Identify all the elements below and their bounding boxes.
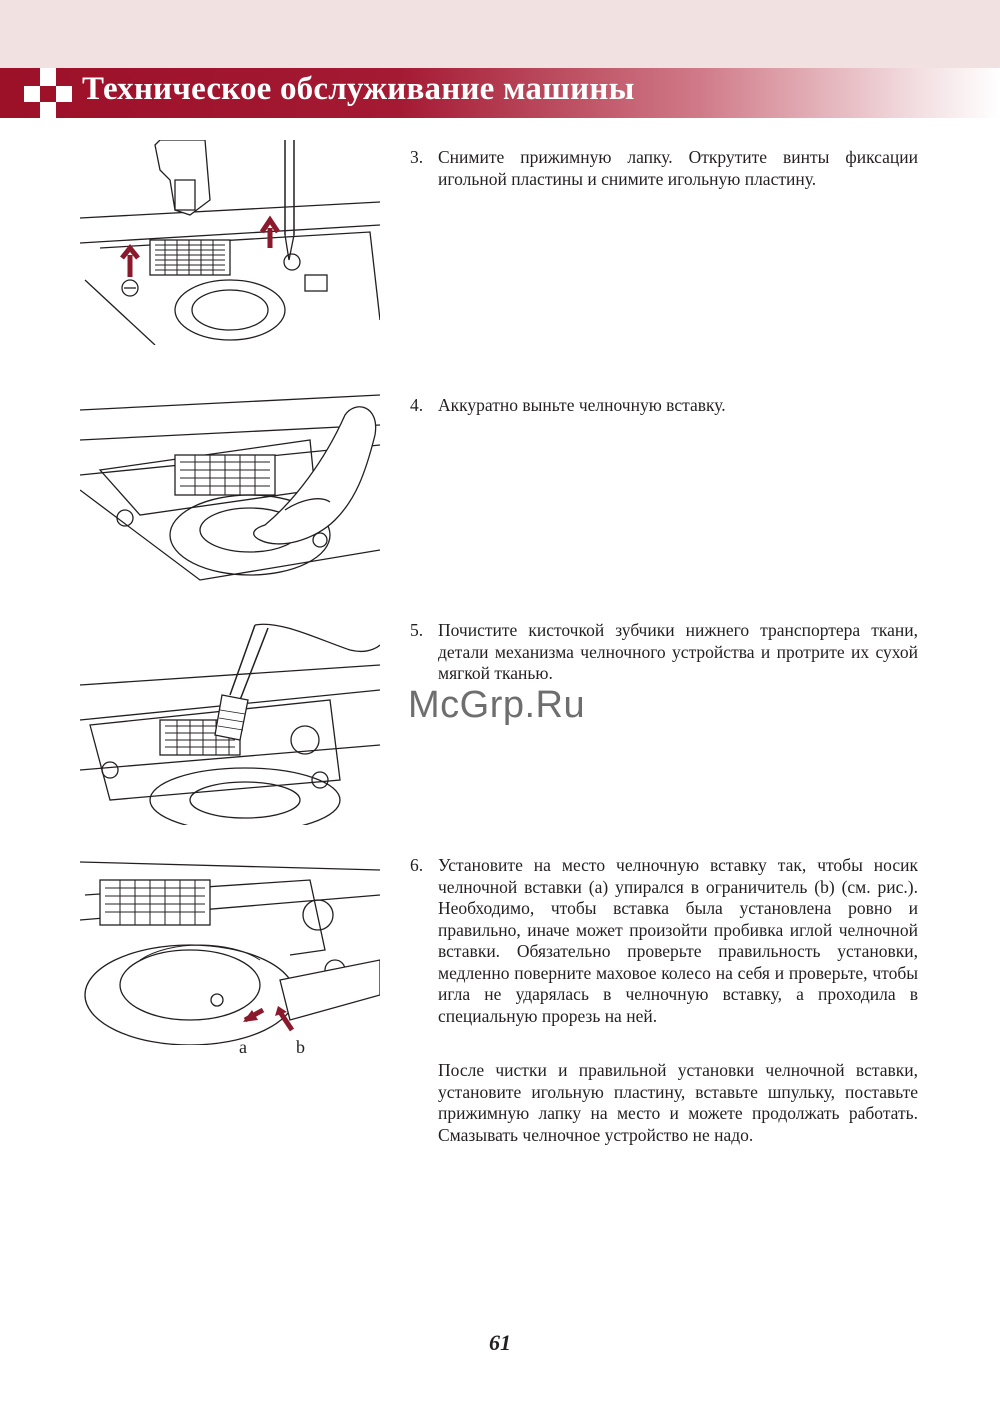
step-text: Аккуратно выньте челночную вставку. [438,395,726,415]
figure-install-bobbin-case [80,860,380,1045]
page-number: 61 [489,1330,511,1355]
header-band [0,0,1000,68]
figure-needle-plate-removal [80,140,380,345]
figure-label-a: a [239,1037,247,1057]
arrow-up-left-icon [122,248,138,277]
step-4 [410,395,918,417]
step-5 [410,620,918,685]
step-text: Установите на место челночную вставку так, чтобы носик челночной вставки (a) упирался в ограничитель (b) (см. рис.). Необходимо, чтобы вставка была установлена ровно и правильно, иначе может произойти пробивка иглой челночной вставки. Обязательно проверьте правильность установки, медленно поверните маховое колесо на себя и проверьте, чтобы игла не ударялась в челночную вставку, а проходила в специальную прорезь на ней. [438,855,918,1026]
step-3 [410,147,918,190]
step-text: Снимите прижимную лапку. Открутите винты фиксации игольной пластины и снимите игольную пластину. [438,147,918,189]
step-text: Почистите кисточкой зубчики нижнего транспортера ткани, детали механизма челночного устройства и протрите их сухой мягкой тканью. [438,620,918,683]
step-number: 5. [410,620,424,640]
watermark: McGrp.Ru [408,684,586,726]
step-number: 4. [410,395,424,415]
step-number: 6. [410,855,424,875]
closing-paragraph: После чистки и правильной установки челночной вставки, установите игольную пластину, вставьте шпульку, поставьте прижимную лапку на место и можете продолжать работать. Смазывать челночное устройство не надо. [438,1060,918,1145]
arrow-up-right-icon [262,220,278,248]
figure-remove-bobbin-case [80,390,380,590]
step-number: 3. [410,147,424,167]
figure-cleaning-brush [80,620,380,825]
page-title: Техническое обслуживание машины [82,71,635,107]
figure-label-b: b [296,1037,305,1057]
section-logo-icon [0,68,80,118]
step-6 [410,855,918,1027]
